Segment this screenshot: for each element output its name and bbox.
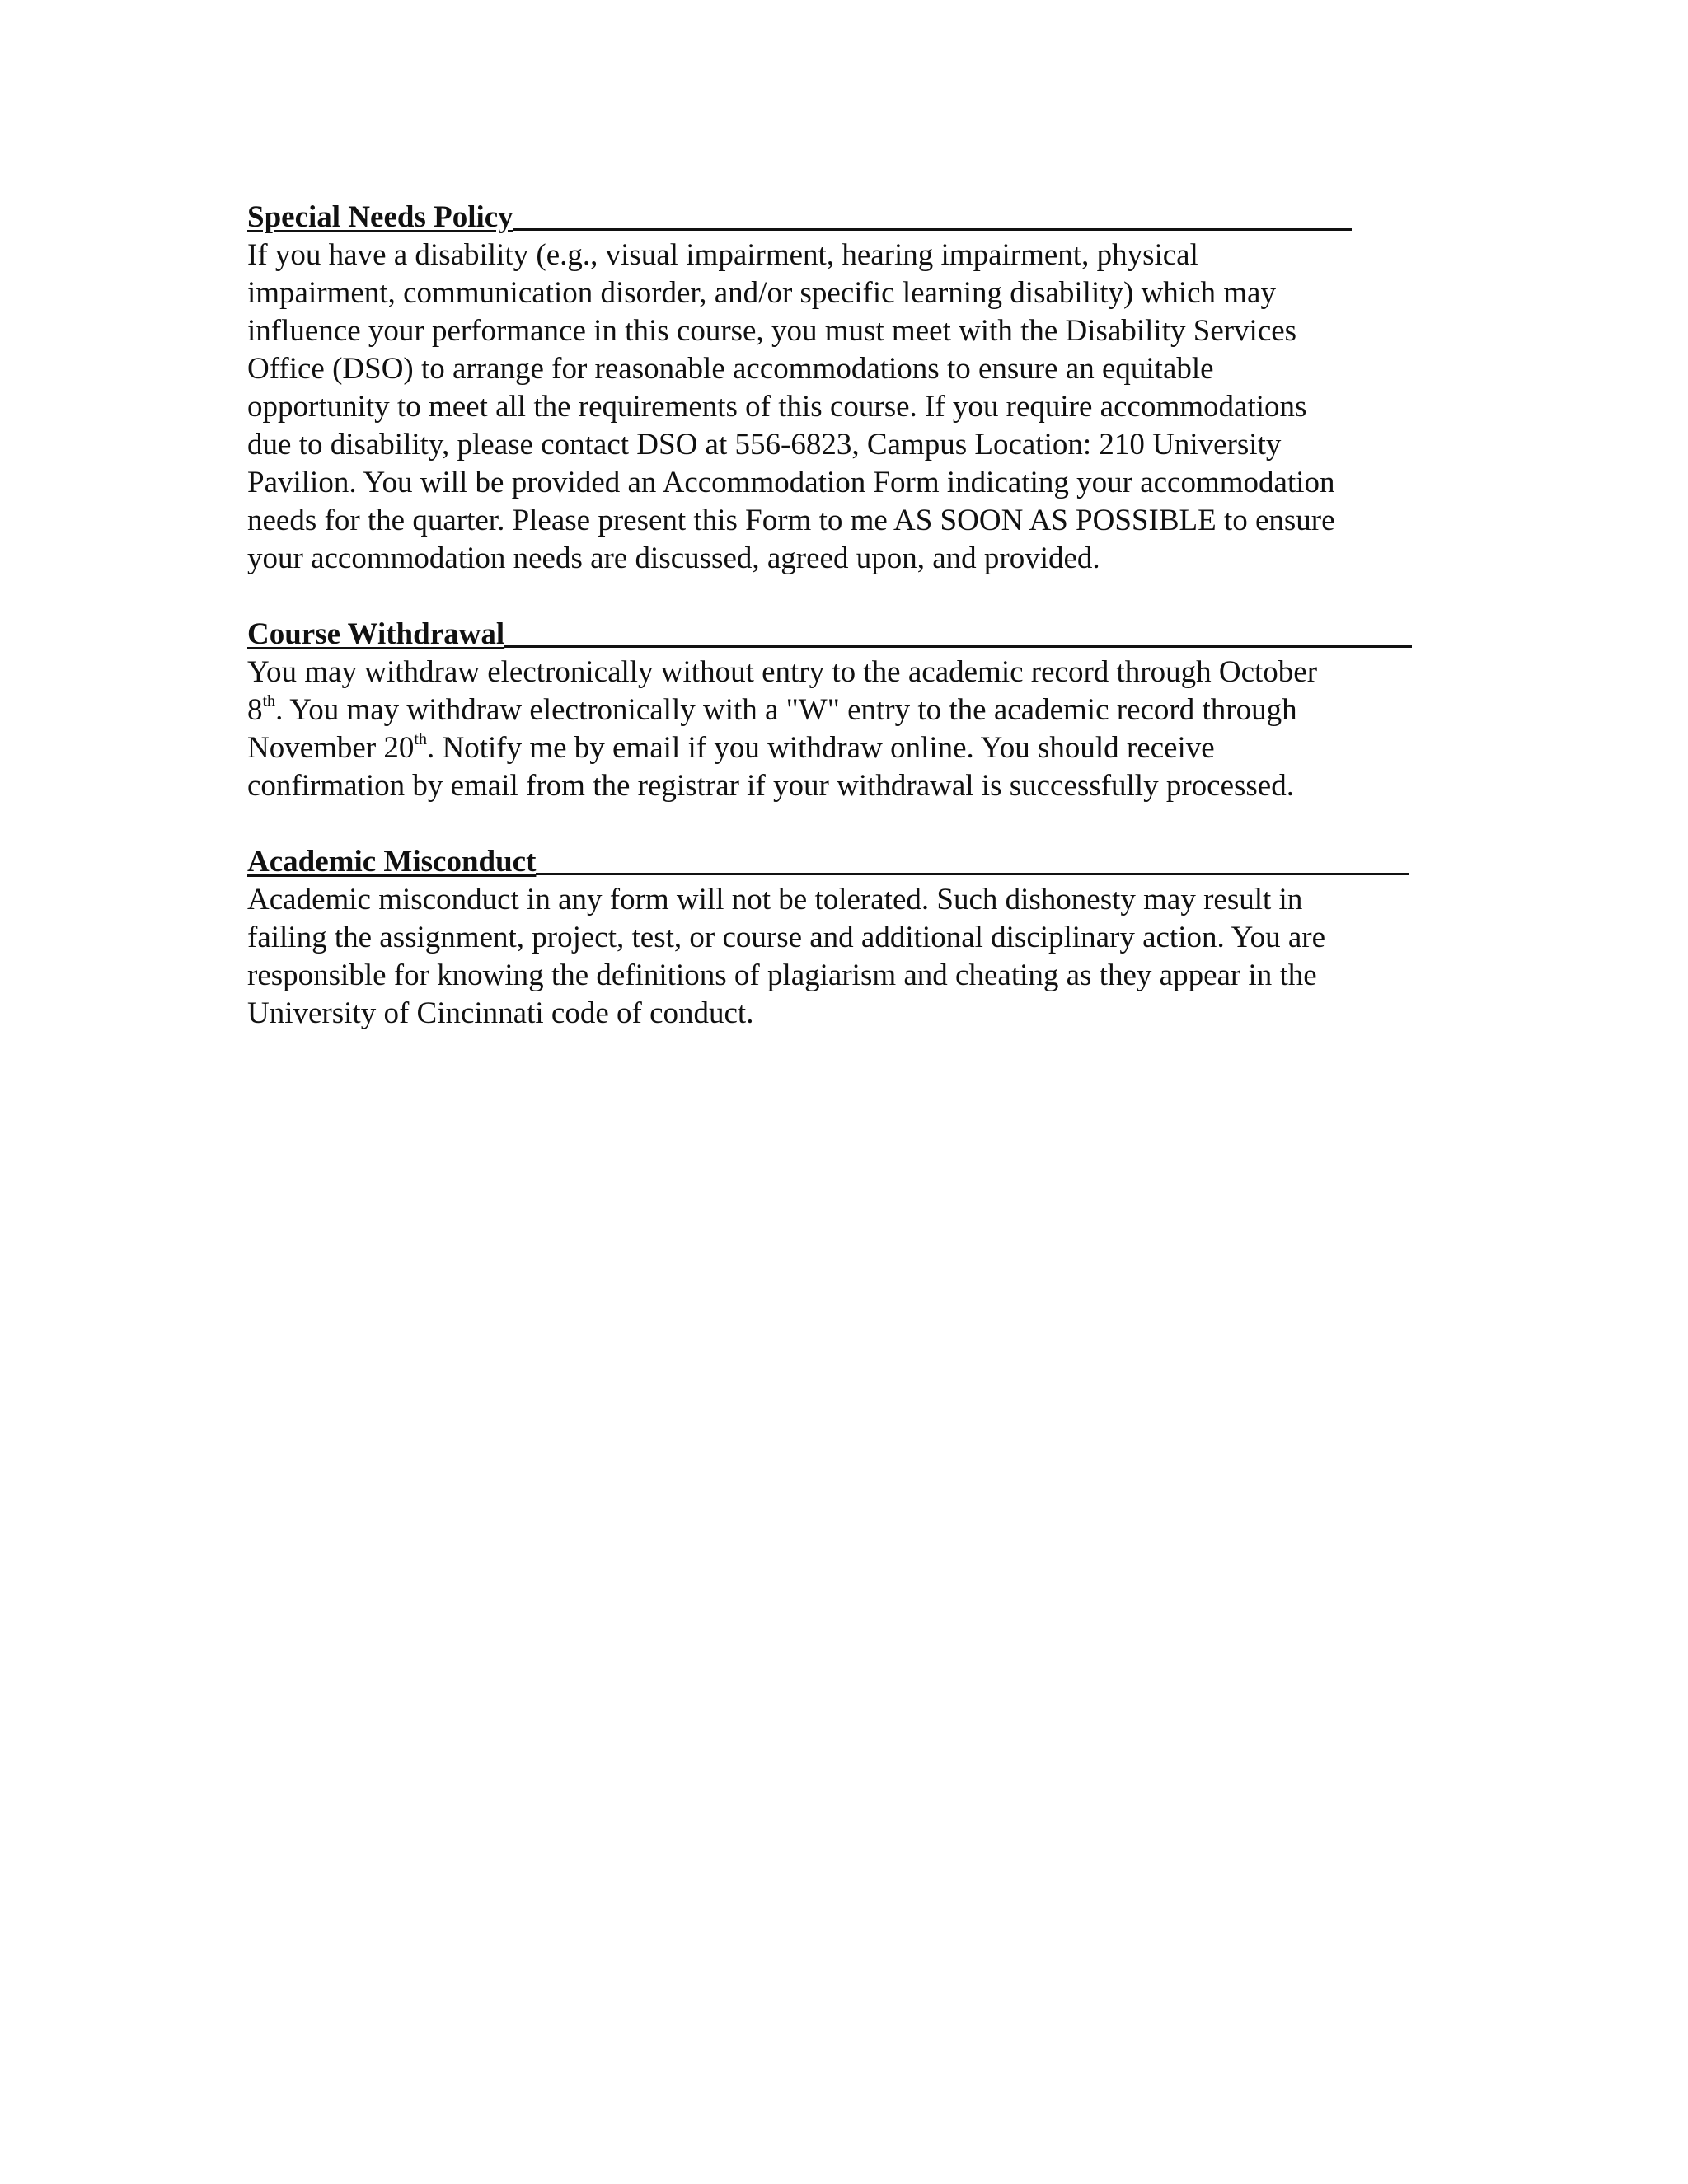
course-withdrawal-paragraph bbox=[247, 654, 1434, 805]
paragraph-line: Academic misconduct in any form will not be tolerated. Such dishonesty may result in bbox=[247, 883, 1303, 916]
paragraph-line: opportunity to meet all the requirements of this course. If you require accommodations bbox=[247, 390, 1307, 424]
line-text: . You may withdraw electronically with a "W" entry to the academic record through bbox=[275, 693, 1297, 727]
special-needs-section bbox=[247, 199, 1434, 578]
heading-underline-rule bbox=[513, 228, 1352, 231]
document-page bbox=[247, 199, 1434, 1071]
paragraph-line: Pavilion. You will be provided an Accommodation Form indicating your accommodation bbox=[247, 466, 1335, 499]
special-needs-paragraph bbox=[247, 237, 1434, 578]
date-text: 8 bbox=[247, 693, 263, 727]
line-text: . Notify me by email if you withdraw online. You should receive bbox=[426, 731, 1215, 765]
paragraph-line: due to disability, please contact DSO at 556-6823, Campus Location: 210 University bbox=[247, 428, 1282, 462]
academic-misconduct-paragraph bbox=[247, 881, 1434, 1033]
paragraph-line: failing the assignment, project, test, or course and additional disciplinary action. You are bbox=[247, 921, 1326, 954]
date-text: November 20 bbox=[247, 731, 415, 765]
course-withdrawal-section bbox=[247, 616, 1434, 805]
paragraph-line: responsible for knowing the definitions of plagiarism and cheating as they appear in the bbox=[247, 958, 1317, 992]
paragraph-line: You may withdraw electronically without entry to the academic record through October bbox=[247, 655, 1318, 689]
paragraph-line: confirmation by email from the registrar if your withdrawal is successfully processed. bbox=[247, 769, 1294, 803]
ordinal-suffix: th bbox=[414, 730, 427, 748]
special-needs-heading-text: Special Needs Policy bbox=[247, 200, 513, 234]
paragraph-line: Office (DSO) to arrange for reasonable accommodations to ensure an equitable bbox=[247, 352, 1214, 386]
paragraph-line bbox=[247, 729, 1434, 767]
heading-underline-rule bbox=[536, 873, 1409, 875]
heading-underline-rule bbox=[504, 645, 1412, 648]
paragraph-line: University of Cincinnati code of conduct. bbox=[247, 996, 754, 1030]
academic-misconduct-heading-text: Academic Misconduct bbox=[247, 845, 537, 879]
course-withdrawal-heading-text: Course Withdrawal bbox=[247, 617, 505, 651]
ordinal-suffix: th bbox=[262, 692, 276, 710]
paragraph-line: needs for the quarter. Please present this Form to me AS SOON AS POSSIBLE to ensure bbox=[247, 504, 1335, 537]
paragraph-line: If you have a disability (e.g., visual impairment, hearing impairment, physical bbox=[247, 238, 1198, 272]
academic-misconduct-heading bbox=[247, 843, 1434, 881]
paragraph-line: your accommodation needs are discussed, agreed upon, and provided. bbox=[247, 541, 1100, 575]
paragraph-line: impairment, communication disorder, and/or specific learning disability) which may bbox=[247, 276, 1276, 310]
special-needs-heading bbox=[247, 199, 1434, 237]
course-withdrawal-heading bbox=[247, 616, 1434, 654]
paragraph-line: influence your performance in this course, you must meet with the Disability Services bbox=[247, 314, 1297, 348]
academic-misconduct-section bbox=[247, 843, 1434, 1033]
paragraph-line bbox=[247, 691, 1434, 729]
